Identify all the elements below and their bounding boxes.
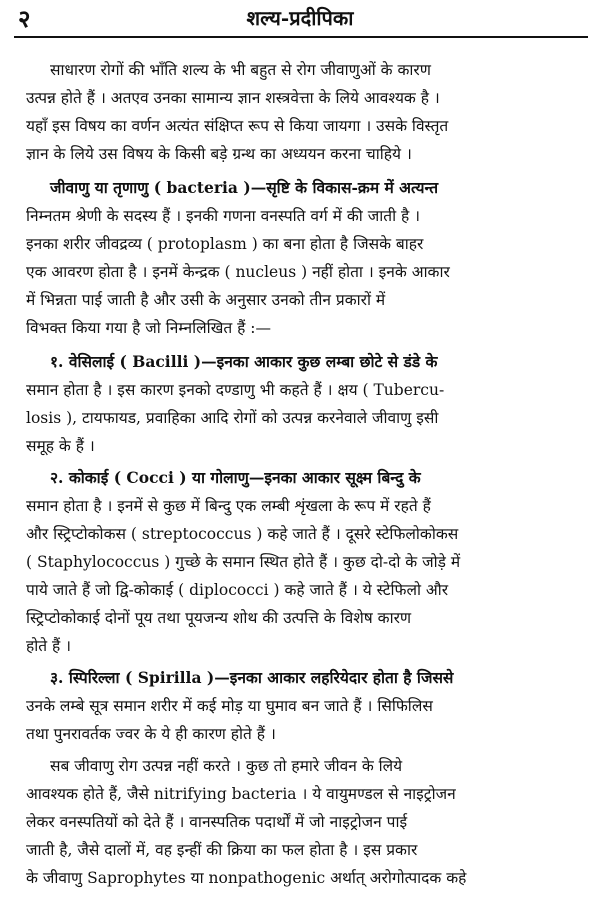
page-number: २ xyxy=(18,4,31,33)
text-line: निम्नतम श्रेणी के सदस्य हैं । इनकी गणना वनस्पति वर्ग में की जाती है । xyxy=(26,207,421,225)
header-rule xyxy=(14,36,588,38)
text-line: यहाँ इस विषय का वर्णन अत्यंत संक्षिप्त रूप से किया जायगा । उसके विस्तृत xyxy=(26,117,449,135)
text-line: होते हैं । xyxy=(26,637,72,655)
text-line: ( Staphylococcus ) गुच्छे के समान स्थित होते हैं । कुछ दो-दो के जोड़े में xyxy=(26,553,461,571)
running-title: शल्य-प्रदीपिका xyxy=(246,6,354,30)
text-line: उनके लम्बे सूत्र समान शरीर में कई मोड़ या घुमाव बन जाते हैं । सिफिलिस xyxy=(26,697,433,715)
text-line: आवश्यक होते हैं, जैसे nitrifying bacteria । ये वायुमण्डल से नाइट्रोजन xyxy=(26,785,456,803)
text-line: जीवाणु या तृणाणु ( bacteria )—सृष्टि के विकास-क्रम में अत्यन्त xyxy=(50,178,439,197)
text-line: जाती है, जैसे दालों में, वह इन्हीं की क्रिया का फल होता है । इस प्रकार xyxy=(26,841,418,859)
text-line: losis ), टायफायड, प्रवाहिका आदि रोगों को उत्पन्न करनेवाले जीवाणु इसी xyxy=(26,409,439,427)
text-line: ज्ञान के लिये उस विषय के किसी बड़े ग्रन्थ का अध्ययन करना चाहिये । xyxy=(26,145,412,163)
text-line: सब जीवाणु रोग उत्पन्न नहीं करते । कुछ तो हमारे जीवन के लिये xyxy=(50,757,403,775)
text-line: समान होता है । इनमें से कुछ में बिन्दु एक लम्बी शृंखला के रूप में रहते हैं xyxy=(26,497,431,515)
text-line: तथा पुनरावर्तक ज्वर के ये ही कारण होते हैं । xyxy=(26,725,276,743)
text-line: और स्ट्रिप्टोकोकस ( streptococcus ) कहे जाते हैं । दूसरे स्टेफिलोकोकस xyxy=(26,525,459,543)
text-line: पाये जाते हैं जो द्वि-कोकाई ( diplococci ) कहे जाते हैं । ये स्टेफिलो और xyxy=(26,581,449,599)
text-line: २. कोकाई ( Cocci ) या गोलाणु—इनका आकार सूक्ष्म बिन्दु के xyxy=(50,468,421,487)
text-line: समान होता है । इस कारण इनको दण्डाणु भी कहते हैं । क्षय ( Tubercu- xyxy=(26,381,445,399)
text-line: स्ट्रिप्टोकोकाई दोनों पूय तथा पूयजन्य शोथ की उत्पत्ति के विशेष कारण xyxy=(26,609,412,627)
text-line: साधारण रोगों की भाँति शल्य के भी बहुत से रोग जीवाणुओं के कारण xyxy=(50,61,431,79)
text-line: एक आवरण होता है । इनमें केन्द्रक ( nucleus ) नहीं होता । इनके आकार xyxy=(26,263,450,281)
text-line: समूह के हैं । xyxy=(26,437,95,455)
text-line: ३. स्पिरिल्ला ( Spirilla )—इनका आकार लहरियेदार होता है जिससे xyxy=(50,668,454,687)
text-line: इनका शरीर जीवद्रव्य ( protoplasm ) का बना होता है जिसके बाहर xyxy=(26,235,424,253)
text-line: में भिन्नता पाई जाती है और उसी के अनुसार उनको तीन प्रकारों में xyxy=(26,291,386,309)
text-line: लेकर वनस्पतियों को देते हैं । वानस्पतिक पदार्थों में जो नाइट्रोजन पाई xyxy=(26,813,408,831)
text-line: के जीवाणु Saprophytes या nonpathogenic अर्थात् अरोगोत्पादक कहे xyxy=(26,869,467,887)
text-line: उत्पन्न होते हैं । अतएव उनका सामान्य ज्ञान शस्त्रवेत्ता के लिये आवश्यक है । xyxy=(26,89,440,107)
text-line: विभक्त किया गया है जो निम्नलिखित हैं :— xyxy=(26,319,272,337)
text-line: १. वेसिलाई ( Bacilli )—इनका आकार कुछ लम्बा छोटे से डंडे के xyxy=(50,352,438,371)
